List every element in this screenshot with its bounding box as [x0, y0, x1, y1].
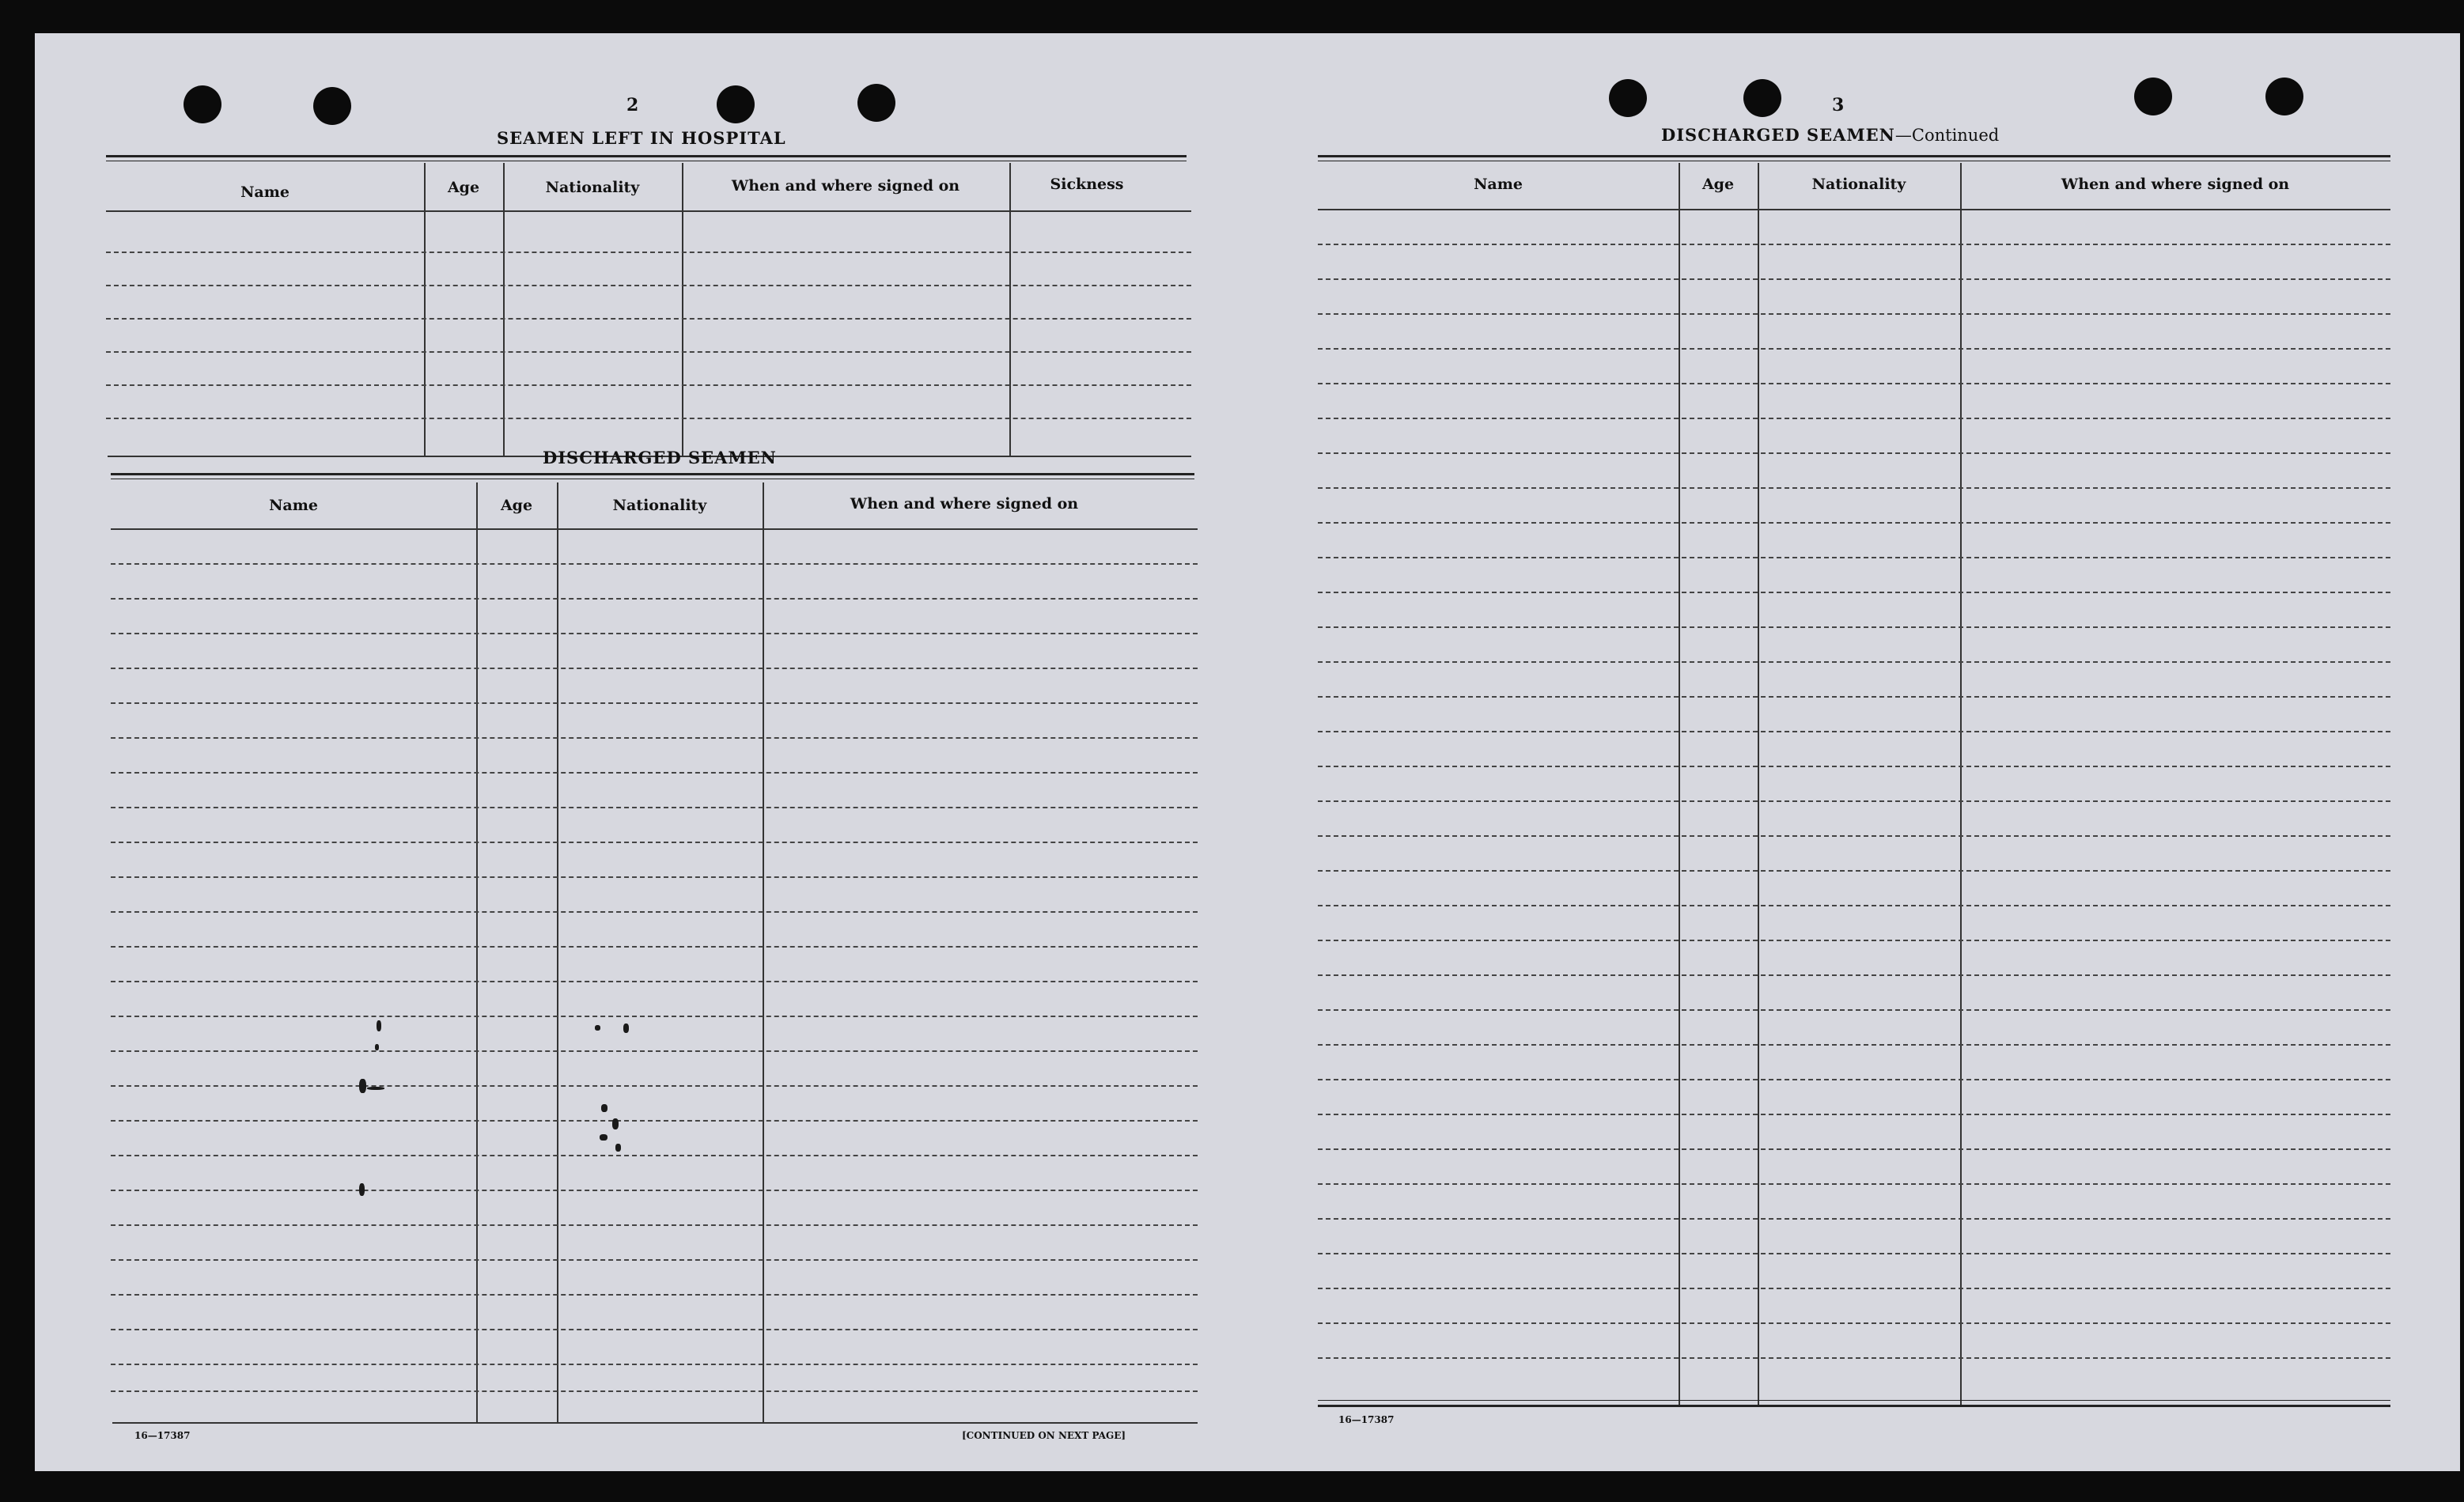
table-row	[111, 1329, 1198, 1330]
col-header-when-where: When and where signed on	[731, 177, 960, 195]
table-row	[1318, 626, 2390, 628]
page-number: 2	[626, 95, 639, 115]
table-row	[1318, 870, 2390, 872]
discharged-table-title: DISCHARGED SEAMEN	[543, 448, 777, 467]
col-header-sickness: Sickness	[1050, 176, 1124, 193]
col-header-age: Age	[500, 497, 533, 514]
table-row	[1318, 383, 2390, 384]
table-row	[111, 1294, 1198, 1296]
ink-stain	[375, 1044, 379, 1050]
table-row	[111, 1155, 1198, 1156]
table-row	[1318, 1183, 2390, 1185]
table-row	[1318, 348, 2390, 350]
ink-stain	[359, 1079, 366, 1093]
form-number: 16—17387	[1338, 1414, 1395, 1425]
table-row	[1318, 1114, 2390, 1115]
ink-stain	[612, 1118, 619, 1129]
table-row	[1318, 278, 2390, 280]
ink-stain	[595, 1025, 600, 1031]
table-row	[106, 418, 1191, 419]
table-row	[1318, 1288, 2390, 1289]
table-row	[106, 318, 1191, 320]
table-row	[111, 1050, 1198, 1052]
table-row	[111, 946, 1198, 948]
table-row	[111, 668, 1198, 669]
table-row	[1318, 418, 2390, 419]
table-row	[1318, 1357, 2390, 1359]
rule	[1318, 1400, 2390, 1401]
rule	[112, 1422, 1198, 1424]
col-header-name: Name	[1474, 176, 1523, 193]
table-row	[1318, 1253, 2390, 1254]
table-row	[1318, 522, 2390, 524]
table-row	[111, 598, 1198, 600]
ink-stain	[359, 1183, 365, 1196]
column-divider	[503, 163, 505, 457]
table-row	[1318, 800, 2390, 802]
col-header-when-where: When and where signed on	[850, 495, 1079, 513]
punch-hole	[313, 87, 351, 125]
table-row	[111, 807, 1198, 808]
table-row	[1318, 696, 2390, 698]
ledger-sheet	[35, 33, 2460, 1471]
table-row	[1318, 1044, 2390, 1046]
table-row	[111, 772, 1198, 774]
table-row	[1318, 452, 2390, 454]
table-row	[111, 1016, 1198, 1017]
table-row	[1318, 974, 2390, 976]
table-row	[106, 351, 1191, 353]
rule	[1318, 155, 2390, 157]
column-divider	[424, 163, 426, 457]
table-row	[106, 384, 1191, 386]
form-number: 16—17387	[134, 1430, 191, 1441]
table-row	[111, 876, 1198, 878]
column-divider	[557, 482, 558, 1424]
column-divider	[1009, 163, 1011, 457]
table-row	[111, 1085, 1198, 1087]
col-header-name: Name	[269, 497, 318, 514]
title-suffix: —Continued	[1894, 126, 2000, 145]
table-row	[1318, 766, 2390, 767]
table-row	[111, 1364, 1198, 1365]
table-row	[111, 911, 1198, 913]
col-header-age: Age	[447, 179, 480, 196]
table-row	[1318, 1079, 2390, 1080]
punch-hole	[1609, 79, 1647, 117]
table-row	[1318, 1218, 2390, 1220]
table-row	[1318, 244, 2390, 245]
table-row	[1318, 313, 2390, 315]
rule	[111, 528, 1198, 530]
continued-note: [CONTINUED ON NEXT PAGE]	[962, 1430, 1126, 1441]
ink-stain	[367, 1087, 384, 1090]
table-row	[1318, 487, 2390, 489]
col-header-nationality: Nationality	[545, 179, 640, 196]
table-row	[1318, 731, 2390, 732]
table-row	[111, 981, 1198, 982]
col-header-age: Age	[1701, 176, 1735, 193]
col-header-name: Name	[240, 183, 290, 201]
col-header-when-where: When and where signed on	[2061, 176, 2290, 193]
table-row	[1318, 835, 2390, 837]
punch-hole	[2134, 78, 2172, 115]
rule	[1318, 209, 2390, 210]
rule	[1318, 1405, 2390, 1407]
table-row	[111, 1390, 1198, 1392]
col-header-nationality: Nationality	[612, 497, 707, 514]
punch-hole	[1743, 79, 1781, 117]
ink-stain	[623, 1023, 629, 1033]
rule	[106, 210, 1191, 212]
table-row	[111, 1120, 1198, 1122]
table-row	[111, 1224, 1198, 1226]
page-number: 3	[1832, 95, 1845, 115]
table-row	[1318, 557, 2390, 558]
table-row	[1318, 905, 2390, 906]
table-row	[111, 702, 1198, 704]
discharged-continued-title	[1661, 125, 1999, 145]
ink-stain	[615, 1144, 621, 1152]
table-row	[1318, 1009, 2390, 1011]
column-divider	[682, 163, 683, 457]
ink-stain	[601, 1104, 607, 1112]
column-divider	[763, 482, 764, 1424]
punch-hole	[184, 85, 221, 123]
col-header-nationality: Nationality	[1811, 176, 1906, 193]
table-row	[111, 563, 1198, 565]
ink-stain	[377, 1020, 381, 1031]
table-row	[111, 737, 1198, 739]
table-row	[1318, 661, 2390, 663]
rule	[106, 155, 1187, 157]
punch-hole	[2265, 78, 2303, 115]
table-row	[111, 1259, 1198, 1261]
table-row	[106, 285, 1191, 286]
table-row	[1318, 940, 2390, 941]
hospital-table-title: SEAMEN LEFT IN HOSPITAL	[497, 128, 786, 148]
table-row	[1318, 1322, 2390, 1324]
table-row	[1318, 592, 2390, 593]
ink-stain	[600, 1134, 607, 1141]
table-row	[111, 633, 1198, 634]
column-divider	[476, 482, 478, 1424]
punch-hole	[717, 85, 755, 123]
table-row	[111, 842, 1198, 843]
rule	[111, 473, 1194, 475]
table-row	[1318, 1148, 2390, 1150]
punch-hole	[857, 84, 895, 122]
table-row	[106, 252, 1191, 253]
title-main: DISCHARGED SEAMEN	[1661, 125, 1895, 145]
table-row	[111, 1190, 1198, 1191]
